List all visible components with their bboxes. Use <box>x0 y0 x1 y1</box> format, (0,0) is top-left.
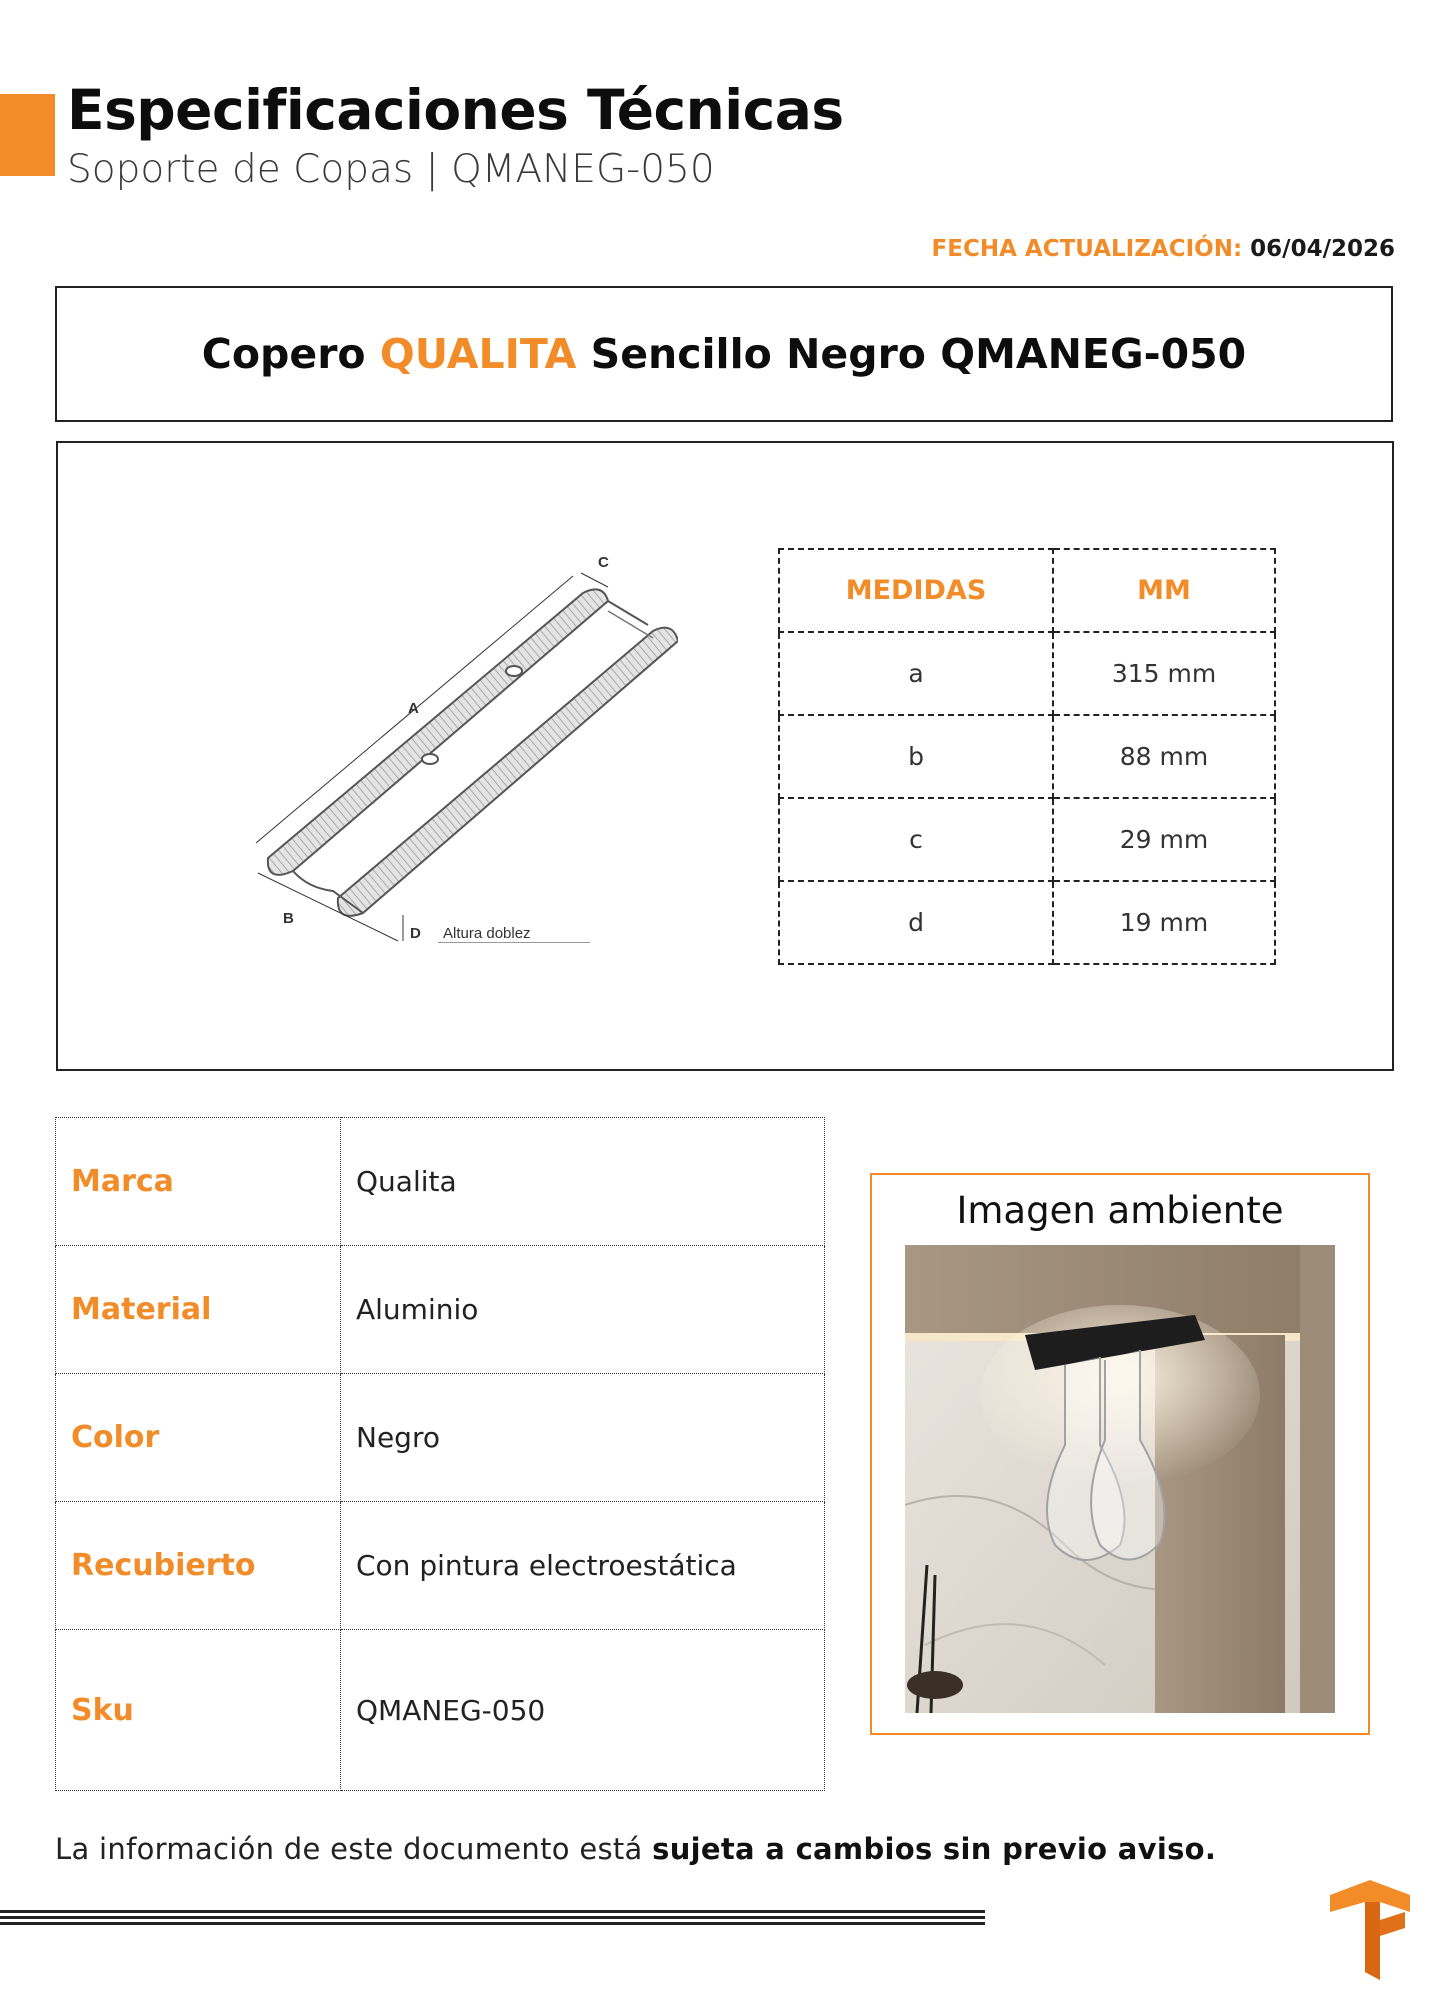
ambient-heading: Imagen ambiente <box>956 1189 1284 1232</box>
dimension-d-text: Altura doblez <box>443 925 531 942</box>
base-plate-top <box>608 601 648 625</box>
brand-logo-icon <box>1325 1880 1415 1980</box>
spec-key-sku: Sku <box>56 1630 341 1791</box>
page-subtitle: Soporte de Copas | QMANEG-050 <box>67 147 715 192</box>
spec-key-material: Material <box>56 1246 341 1374</box>
measures-header-row <box>779 549 1275 632</box>
update-date <box>932 236 1395 262</box>
update-value: 06/04/2026 <box>1250 236 1395 262</box>
spec-value-color: Negro <box>341 1374 825 1502</box>
measures-header-medidas: MEDIDAS <box>779 549 1053 632</box>
measure-value: 315 mm <box>1053 632 1275 715</box>
spec-key-color: Color <box>56 1374 341 1502</box>
product-name-box <box>55 286 1393 422</box>
dimension-a-label: A <box>408 700 419 717</box>
spec-value-recubierto: Con pintura electroestática <box>341 1502 825 1630</box>
update-label: FECHA ACTUALIZACIÓN: <box>931 236 1243 262</box>
spec-value-marca: Qualita <box>341 1118 825 1246</box>
page-title: Especificaciones Técnicas <box>67 78 844 142</box>
measures-table <box>778 548 1276 965</box>
footer-rule-line <box>0 1910 985 1913</box>
table-row <box>56 1502 825 1630</box>
disclaimer-bold: sujeta a cambios sin previo aviso. <box>652 1832 1217 1866</box>
spec-key-recubierto: Recubierto <box>56 1502 341 1630</box>
accent-bar <box>0 94 55 176</box>
product-name <box>202 330 1246 378</box>
table-row <box>56 1630 825 1791</box>
measure-key: a <box>779 632 1053 715</box>
table-row <box>56 1246 825 1374</box>
measure-value: 88 mm <box>1053 715 1275 798</box>
spec-key-marca: Marca <box>56 1118 341 1246</box>
product-suffix: Sencillo Negro QMANEG-050 <box>590 330 1247 378</box>
ambient-photo <box>905 1245 1335 1713</box>
disclaimer-plain: La información de este documento está <box>55 1832 653 1866</box>
measure-value: 19 mm <box>1053 881 1275 964</box>
table-row <box>779 798 1275 881</box>
table-row <box>779 632 1275 715</box>
dimension-b-label: B <box>283 910 294 927</box>
diagram-section <box>56 441 1394 1071</box>
measure-value: 29 mm <box>1053 798 1275 881</box>
specs-table <box>55 1117 825 1791</box>
dimension-c-label: C <box>598 554 609 571</box>
product-prefix: Copero <box>201 330 366 378</box>
measure-key: b <box>779 715 1053 798</box>
table-row <box>56 1374 825 1502</box>
footer-rule-line <box>0 1922 985 1925</box>
ambient-image-panel <box>870 1173 1370 1735</box>
dimension-d-label: D <box>410 925 421 942</box>
mount-hole-top <box>506 666 522 676</box>
measure-key: c <box>779 798 1053 881</box>
dimension-c-line <box>581 573 608 587</box>
footer-rules <box>0 1910 985 1932</box>
measure-key: d <box>779 881 1053 964</box>
table-row <box>779 715 1275 798</box>
mount-hole-bottom <box>422 754 438 764</box>
spec-value-sku: QMANEG-050 <box>341 1630 825 1791</box>
spec-value-material: Aluminio <box>341 1246 825 1374</box>
table-row <box>56 1118 825 1246</box>
table-row <box>779 881 1275 964</box>
disclaimer <box>55 1832 1216 1866</box>
measures-header-mm: MM <box>1053 549 1275 632</box>
product-brand: QUALITA <box>379 330 577 378</box>
footer-rule-line <box>0 1916 985 1919</box>
product-drawing <box>198 503 678 943</box>
